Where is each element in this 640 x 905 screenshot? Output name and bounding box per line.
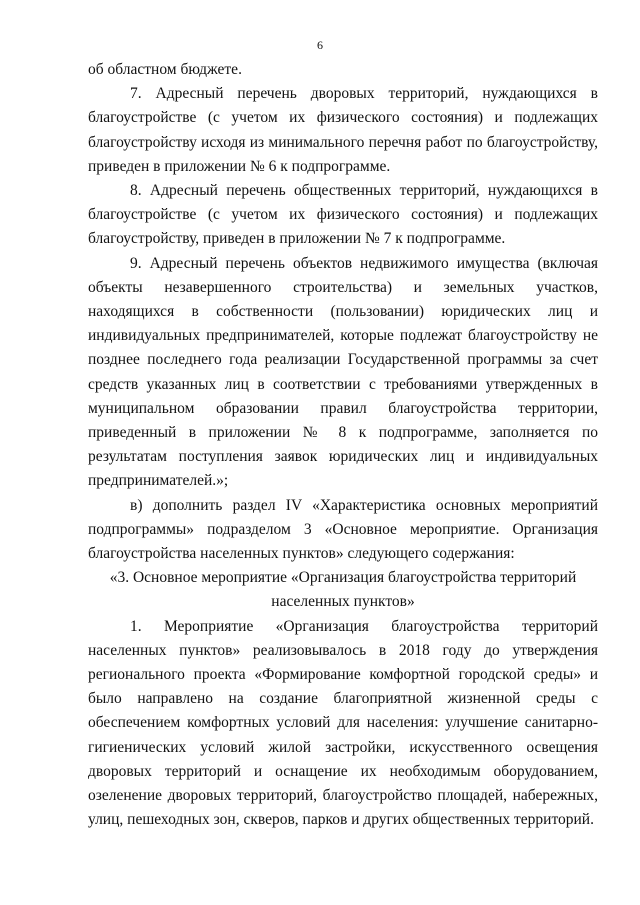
section-heading: «3. Основное мероприятие «Организация благоустройства территорий населенных пунктов» bbox=[109, 569, 577, 611]
paragraph-amendment-v: в) дополнить раздел IV «Характеристика основных мероприятий подпрограммы» подразделом 3 «Основное мероприятие. Организация благоустройства населенных пунктов» следующего содержания: bbox=[88, 496, 598, 563]
page-number: 6 bbox=[317, 38, 323, 52]
paragraph-item-8: 8. Адресный перечень общественных территорий, нуждающихся в благоустройстве (с учетом их физического состояния) и подлежащих благоустройству, приведен в приложении № 7 к подпрограмме. bbox=[88, 182, 598, 248]
paragraph-measure-1: 1. Мероприятие «Организация благоустройства территорий населенных пунктов» реализовывалось в 2018 году до утверждения регионального проекта «Формирование комфортной городской среды» и было направлено на создание благоприятной жизненной среды с обеспечением комфортных условий для населения: улучшение санитарно-гигиенических условий жилой застройки, искусственного освещения дворовых территорий и оснащение их необходимым оборудованием, озеленение дворовых территорий, благоустройство площадей, набережных, улиц, пешеходных зон, скверов, парков и других общественных территорий. bbox=[88, 617, 598, 829]
paragraph-continuation: об областном бюджете. bbox=[88, 61, 242, 78]
document-body bbox=[88, 58, 598, 833]
paragraph-item-7: 7. Адресный перечень дворовых территорий, нуждающихся в благоустройстве (с учетом их физического состояния) и подлежащих благоустройству исходя из минимального перечня работ по благоустройству, приведен в приложении № 6 к подпрограмме. bbox=[88, 85, 598, 175]
paragraph-item-9: 9. Адресный перечень объектов недвижимого имущества (включая объекты незавершенного строительства) и земельных участков, находящихся в собственности (пользовании) юридических лиц и индивидуальных предпринимателей, которые подлежат благоустройству не позднее последнего года реализации Государственной программы за счет средств указанных лиц в соответствии с требованиями утвержденных в муниципальном образовании правил благоустройства территории, приведенный в приложении № 8 к подпрограмме, заполняется по результатам поступления заявок юридических лиц и индивидуальных предпринимателей.»; bbox=[88, 254, 598, 490]
